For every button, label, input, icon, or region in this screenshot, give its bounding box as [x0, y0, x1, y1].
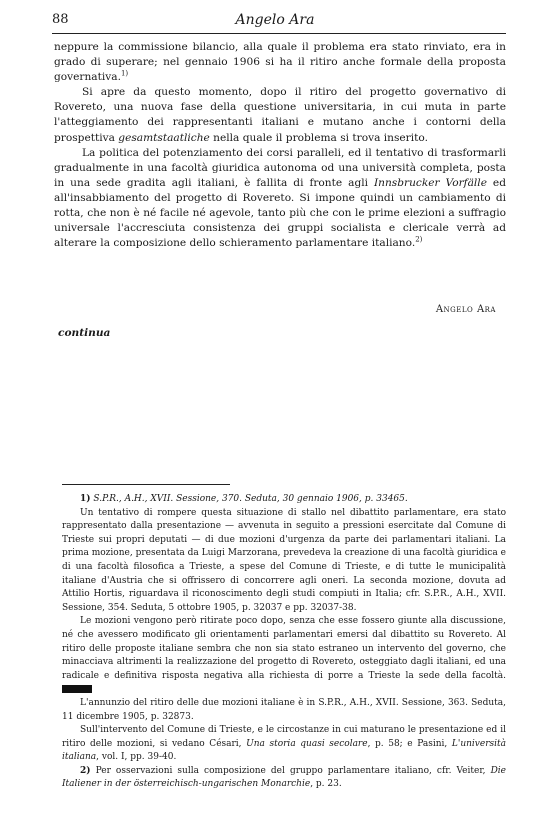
footnote-1-paragraph-3: L'annunzio del ritiro delle due mozioni italiane è in S.P.R., A.H., XVII. Sessione, 363. Seduta, 11 dicembre 1905, p. 32873. — [62, 697, 506, 722]
page-number: 88 — [52, 12, 69, 27]
paragraph-1: neppure la commissione bilancio, alla quale il problema era stato rinviato, era in grado di superare; nel gennaio 1906 si ha il ritiro anche formale della proposta governativa.$^{1)}$ — [54, 41, 506, 84]
footnotes — [62, 493, 506, 792]
page-header — [52, 12, 498, 32]
continua-label: continua — [58, 327, 111, 339]
footnote-1-citation: 1) S.P.R., A.H., XVII. Sessione, 370. Seduta, 30 gennaio 1906, p. 33465. — [80, 494, 408, 504]
author-signature: Angelo Ara — [435, 304, 496, 315]
redaction-mark — [62, 685, 92, 693]
footnote-2: 2) Per osservazioni sulla composizione del gruppo parlamentare italiano, cfr. Veiter, Die Italiener in der österreichisch-ungarischen Monarchie, p. 23. — [62, 765, 506, 790]
footnote-1-paragraph-1: Un tentativo di rompere questa situazione di stallo nel dibattito parlamentare, era stato rappresentato dalla presentazione — avvenuta in seguito a pressioni esercitate dal Comune di Trieste sui propri deputati — di due mozioni d'urgenza da parte dei parlamentari italiani. La prima mozione, presentata da Luigi Marzorana, prevedeva la creazione di una facoltà giuridica e di una facoltà filosofica a Trieste, a spese del Comune di Trieste, e di tutte le municipalità italiane d'Austria che si offrissero di concorrere agli oneri. La seconda mozione, dovuta ad Attilio Hortis, riguardava il riconoscimento degli studi compiuti in Italia; cfr. S.P.R., A.H., XVII. Sessione, 354. Seduta, 5 ottobre 1905, p. 32037 e pp. 32037-38. — [62, 507, 506, 613]
footnote-1-paragraph-4: Sull'intervento del Comune di Trieste, e le circostanze in cui maturano le presentazione ed il ritiro delle mozioni, si vedano Césari, Una storia quasi secolare, p. 58; e Pasini, L'università italiana, vol. I, pp. 39-40. — [62, 725, 506, 763]
header-rule — [52, 33, 506, 34]
running-title: Angelo Ara — [235, 12, 315, 28]
footnote-1-paragraph-2: Le mozioni vengono però ritirate poco dopo, senza che esse fossero giunte alla discussione, né che avessero modificato gli orientamenti parlamentari emersi dal dibattito su Rovereto. Al ritiro delle proposte italiane sembra che non sia stato estraneo un intervento del governo, che minacciava altrimenti la realizzazione del progetto di Rovereto, osteggiato dagli italiani, ed una radicale e definitiva risposta negativa alla richiesta di porre a Trieste la sede della facoltà. — [62, 615, 506, 697]
footnote-rule — [62, 484, 230, 485]
paragraph-3: La politica del potenziamento dei corsi paralleli, ed il tentativo di trasformarli gradualmente in una facoltà giuridica autonoma od una università completa, posta in una sede gradita agli italiani, è fallita di fronte agli Innsbrucker Vorfälle ed all'insabbiamento del progetto di Rovereto. Si impone quindi un cambiamento di rotta, che non è né facile né agevole, tanto più che con le prime elezioni a suffragio universale l'accresciuta consistenza dei gruppi socialista e clericale verrà ad alterare la composizione dello schieramento parlamentare italiano.$^{2)}$ — [54, 146, 506, 250]
paragraph-2: Si apre da questo momento, dopo il ritiro del progetto governativo di Rovereto, una nuova fase della questione universitaria, in cui muta in parte l'atteggiamento dei rappresentanti italiani e mutano anche i contorni della prospettiva gesamtstaatliche nella quale il problema si trova inserito. — [54, 86, 506, 144]
footnote-ref-1: 1) — [120, 69, 129, 78]
footnote-ref-2: 2) — [415, 235, 423, 244]
main-text — [54, 40, 506, 251]
